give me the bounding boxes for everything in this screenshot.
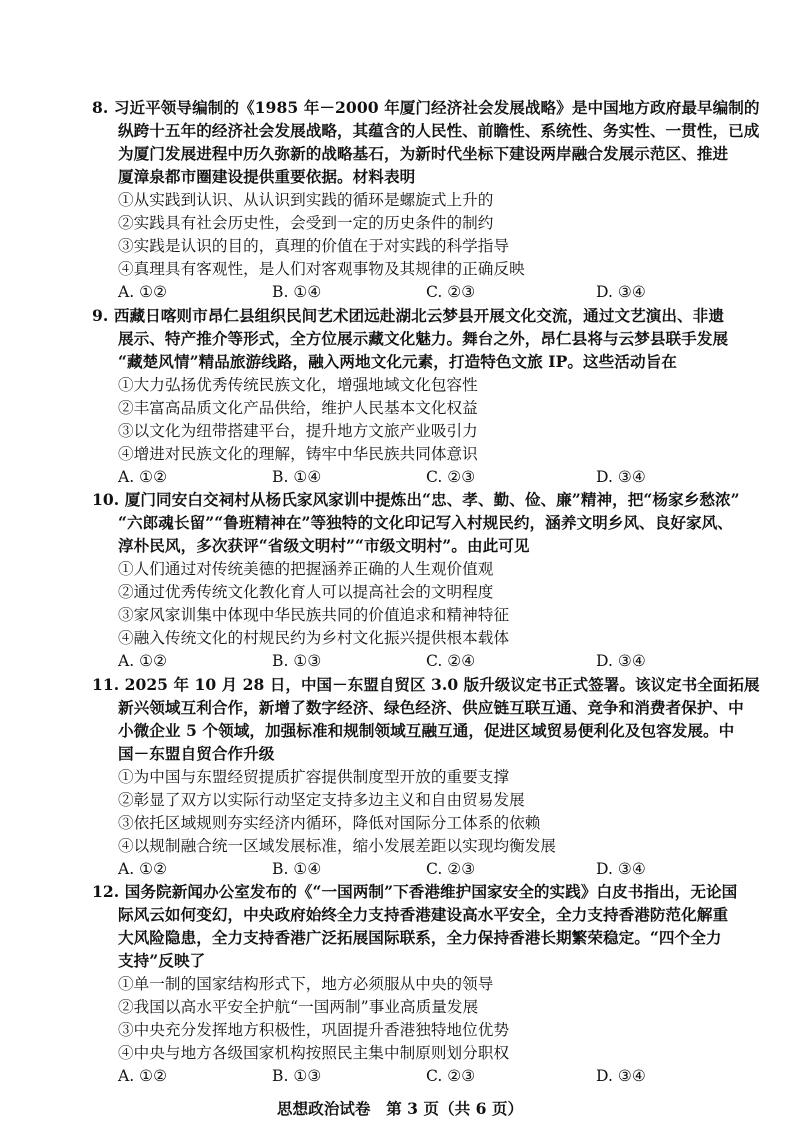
question-stem-line: 8. 习近平领导编制的《1985 年－2000 年厦门经济社会发展战略》是中国地方政府最早编制的 (92, 98, 760, 117)
question-stem-line: 新兴领域互利合作，新增了数字经济、绿色经济、供应链互联互通、竞争和消费者保护、中 (118, 698, 744, 717)
question-stem-line: 纵跨十五年的经济社会发展战略，其蕴含的人民性、前瞻性、系统性、务实性、一贯性，已成 (118, 121, 760, 140)
question-stem-line: 11. 2025 年 10 月 28 日，中国－东盟自贸区 3.0 版升级议定书正式签署。该议定书全面拓展 (92, 675, 760, 694)
choice-b: B. ①④ (272, 283, 322, 301)
option-2: ②丰富高品质文化产品供给，维护人民基本文化权益 (118, 399, 478, 417)
choice-c: C. ②④ (426, 652, 476, 670)
question-stem-line: 淳朴民风，多次获评“省级文明村”“市级文明村”。由此可见 (118, 536, 530, 555)
choice-c: C. ②③ (426, 283, 476, 301)
option-4: ④增进对民族文化的理解，铸牢中华民族共同体意识 (118, 445, 478, 463)
choice-b: B. ①③ (272, 1067, 322, 1085)
question-stem-line: 支持”反映了 (118, 951, 206, 970)
option-4: ④以规制融合统一区域发展标准，缩小发展差距以实现均衡发展 (118, 837, 557, 855)
question-stem-line: 国－东盟自贸合作升级 (118, 744, 275, 763)
option-1: ①单一制的国家结构形式下，地方必须服从中央的领导 (118, 975, 494, 993)
choice-c: C. ②③ (426, 860, 476, 878)
question-stem-line: 厦漳泉都市圈建设提供重要依据。材料表明 (118, 167, 416, 186)
choice-c: C. ②③ (426, 468, 476, 486)
choice-d: D. ③④ (596, 1067, 646, 1085)
question-stem-line: 小微企业 5 个领域，加强标准和规制领域互融互通，促进区域贸易便利化及包容发展。中 (118, 721, 735, 740)
choice-d: D. ③④ (596, 860, 646, 878)
option-3: ③依托区域规则夯实经济内循环，降低对国际分工体系的依赖 (118, 814, 541, 832)
option-3: ③家风家训集中体现中华民族共同的价值追求和精神特征 (118, 606, 510, 624)
option-4: ④中央与地方各级国家机构按照民主集中制原则划分职权 (118, 1044, 510, 1062)
option-1: ①从实践到认识、从认识到实践的循环是螺旋式上升的 (118, 191, 494, 209)
question-stem-line: “藏楚风情”精品旅游线路，融入两地文化元素，打造特色文旅 IP。这些活动旨在 (118, 352, 677, 371)
choice-c: C. ②③ (426, 1067, 476, 1085)
choice-a: A. ①② (118, 1067, 168, 1085)
option-1: ①人们通过对传统美德的把握涵养正确的人生观价值观 (118, 560, 494, 578)
option-1: ①大力弘扬优秀传统民族文化，增强地域文化包容性 (118, 376, 478, 394)
page-footer: 思想政治试卷 第 3 页（共 6 页） (276, 1099, 524, 1118)
option-2: ②实践具有社会历史性，会受到一定的历史条件的制约 (118, 214, 494, 232)
option-1: ①为中国与东盟经贸提质扩容提供制度型开放的重要支撑 (118, 768, 510, 786)
option-2: ②通过优秀传统文化教化育人可以提高社会的文明程度 (118, 583, 494, 601)
choice-a: A. ①② (118, 468, 168, 486)
question-stem-line: 为厦门发展进程中历久弥新的战略基石，为新时代坐标下建设两岸融合发展示范区、推进 (118, 144, 729, 163)
question-stem-line: 12. 国务院新闻办公室发布的《“一国两制”下香港维护国家安全的实践》白皮书指出，无论国 (92, 882, 738, 901)
question-stem-line: 10. 厦门同安白交祠村从杨氏家风家训中提炼出“忠、孝、勤、俭、廉”精神，把“杨家乡愁浓” (92, 490, 740, 509)
option-3: ③以文化为纽带搭建平台，提升地方文旅产业吸引力 (118, 422, 478, 440)
choice-b: B. ①④ (272, 468, 322, 486)
option-4: ④融入传统文化的村规民约为乡村文化振兴提供根本载体 (118, 629, 510, 647)
choice-a: A. ①② (118, 652, 168, 670)
option-2: ②彰显了双方以实际行动坚定支持多边主义和自由贸易发展 (118, 791, 525, 809)
option-2: ②我国以高水平安全护航“一国两制”事业高质量发展 (118, 998, 479, 1016)
choice-b: B. ①④ (272, 860, 322, 878)
option-4: ④真理具有客观性，是人们对客观事物及其规律的正确反映 (118, 260, 525, 278)
question-stem-line: 9. 西藏日喀则市昂仁县组织民间艺术团远赴湖北云梦县开展文化交流，通过文艺演出、非遗 (92, 306, 724, 325)
option-3: ③实践是认识的目的，真理的价值在于对实践的科学指导 (118, 237, 510, 255)
choice-d: D. ③④ (596, 652, 646, 670)
choice-d: D. ③④ (596, 283, 646, 301)
question-stem-line: “六郎魂长留”“鲁班精神在”等独特的文化印记写入村规民约，涵养文明乡风、良好家风、 (118, 513, 733, 532)
choice-a: A. ①② (118, 283, 168, 301)
choice-d: D. ③④ (596, 468, 646, 486)
question-stem-line: 际风云如何变幻，中央政府始终全力支持香港建设高水平安全，全力支持香港防范化解重 (118, 905, 729, 924)
choice-b: B. ①③ (272, 652, 322, 670)
option-3: ③中央充分发挥地方积极性，巩固提升香港独特地位优势 (118, 1021, 510, 1039)
question-stem-line: 大风险隐患，全力支持香港广泛拓展国际联系，全力保持香港长期繁荣稳定。“四个全力 (118, 928, 722, 947)
choice-a: A. ①② (118, 860, 168, 878)
question-stem-line: 展示、特产推介等形式，全方位展示藏文化魅力。舞台之外，昂仁县将与云梦县联手发展 (118, 329, 729, 348)
